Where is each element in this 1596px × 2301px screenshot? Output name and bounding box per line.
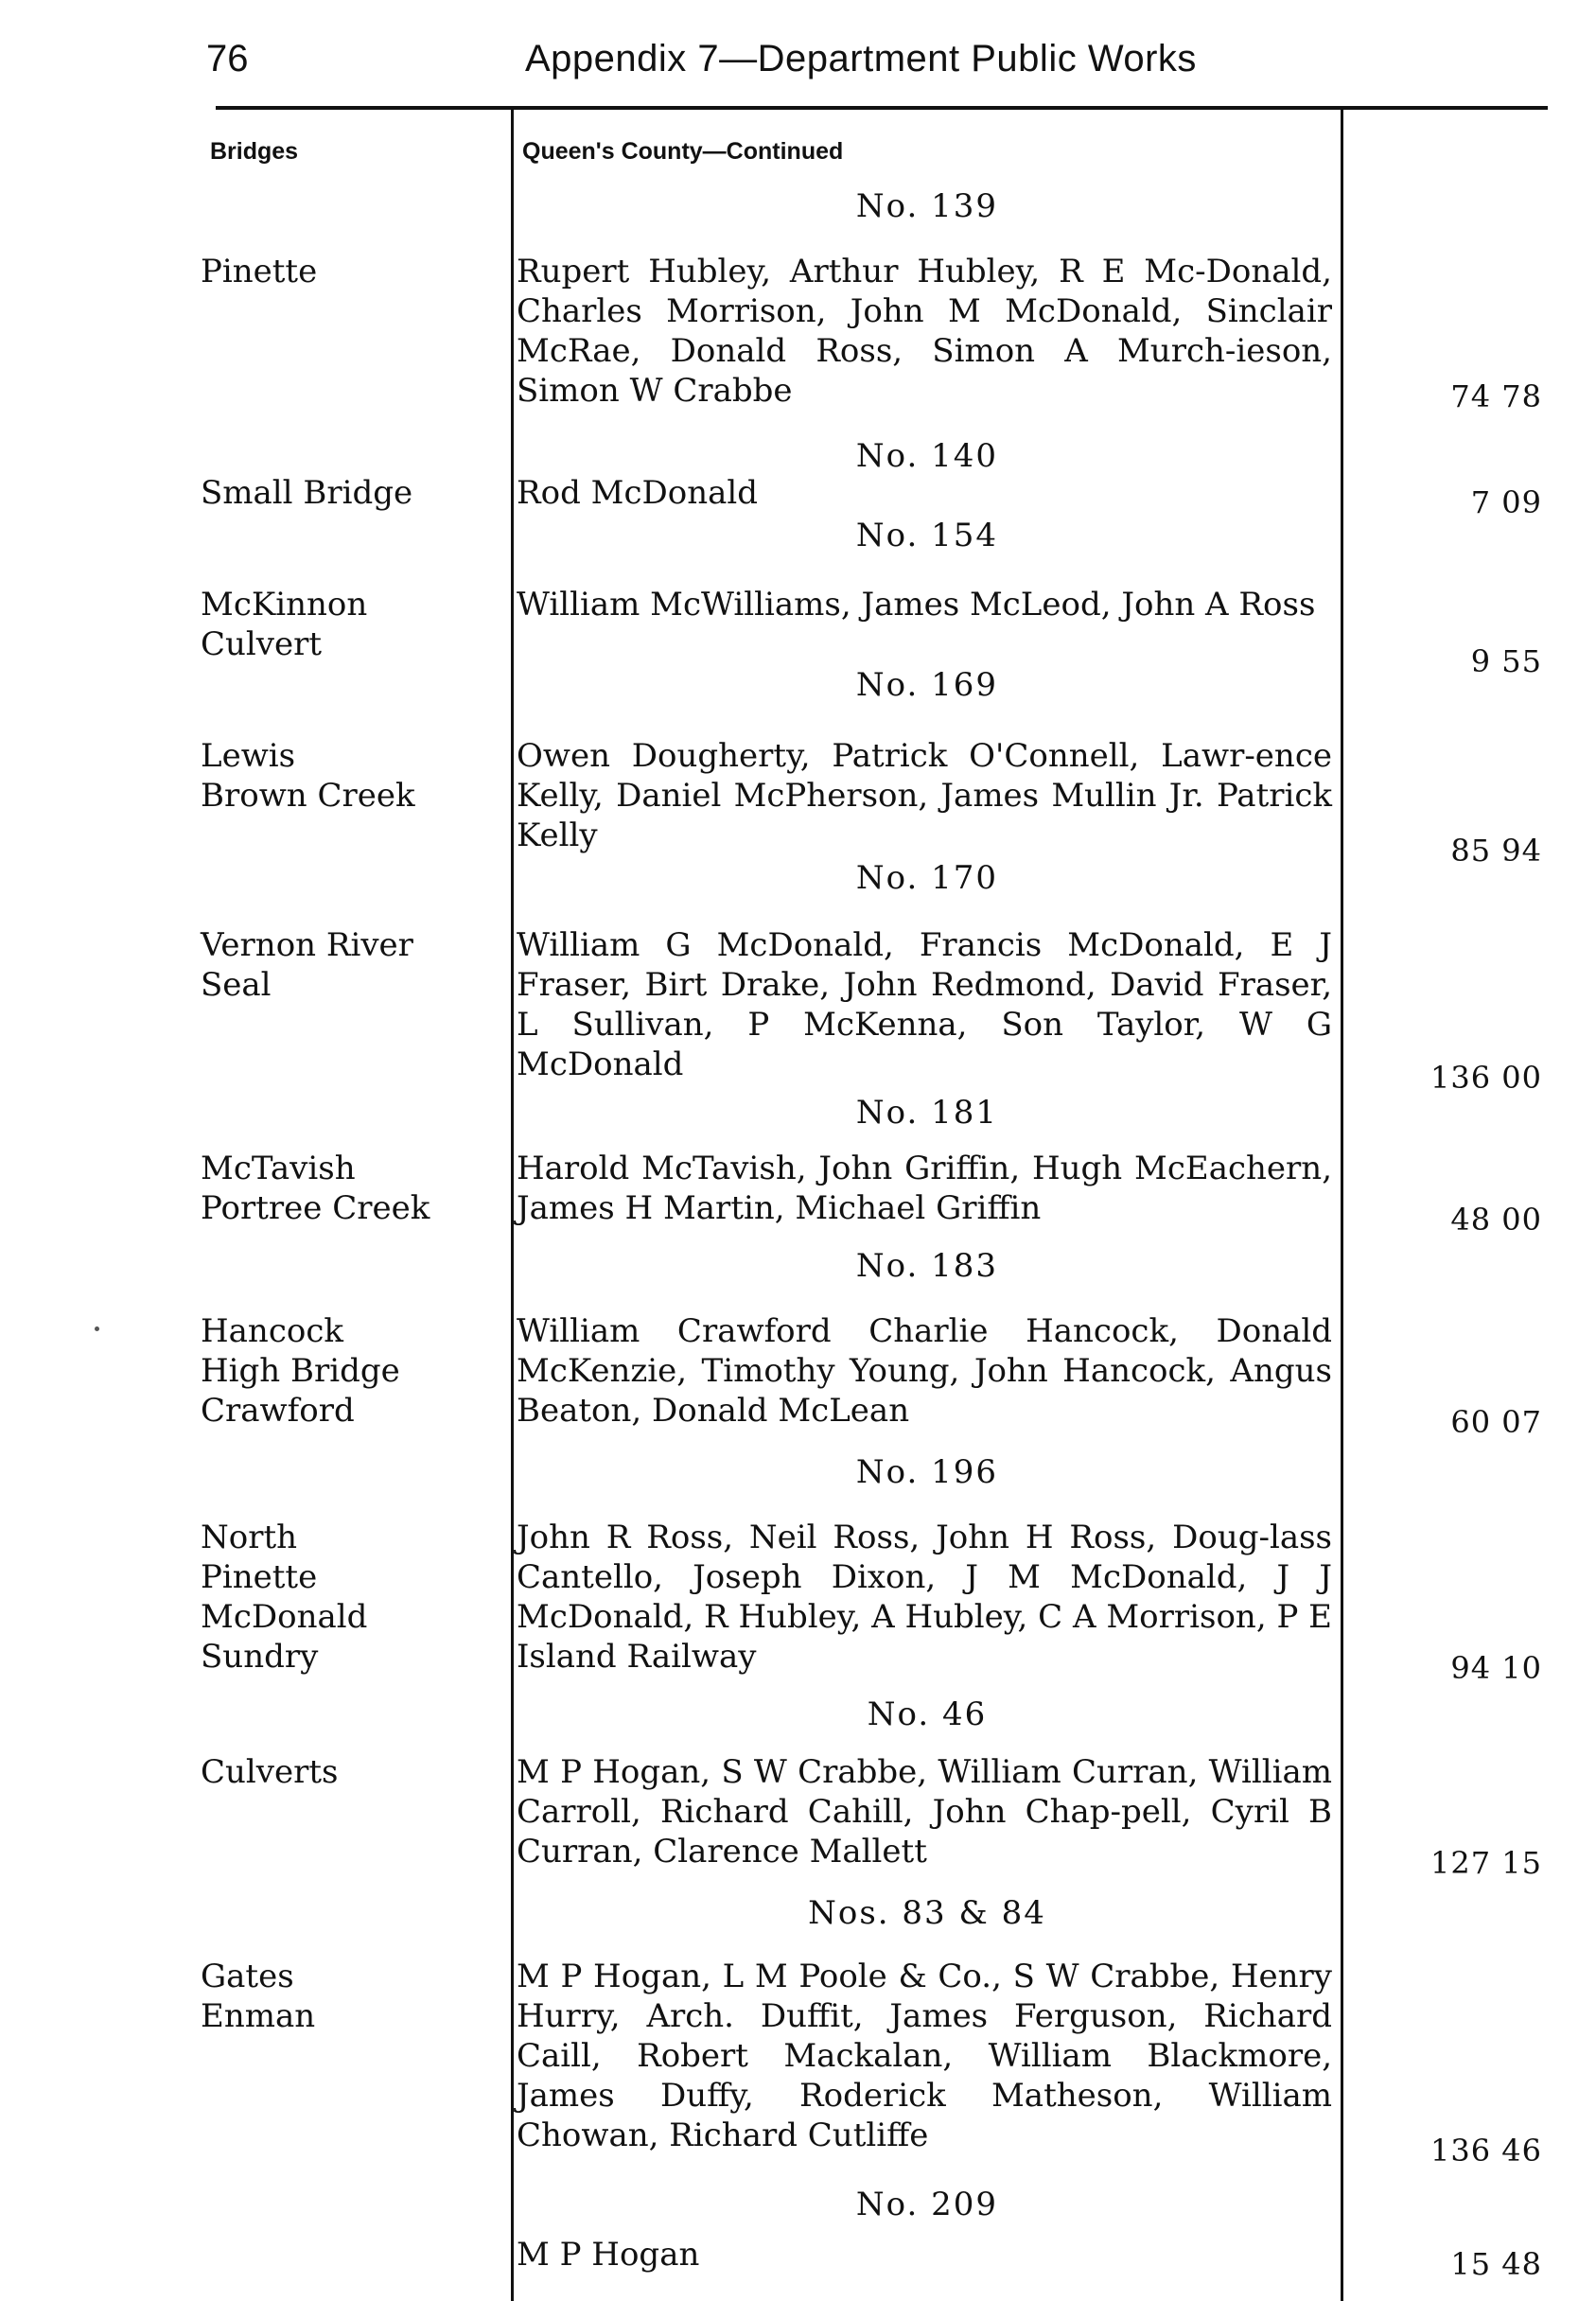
amount: 127 15	[1430, 1845, 1542, 1881]
payee-names: Rod McDonald	[517, 474, 759, 512]
amount: 74 78	[1450, 378, 1542, 414]
amount: 136 46	[1430, 2133, 1542, 2169]
amount: 60 07	[1450, 1404, 1542, 1440]
entry-number: No. 140	[855, 437, 999, 475]
county-column-header: Queen's County—Continued	[522, 138, 844, 165]
amount: 136 00	[1430, 1060, 1542, 1096]
entry-number: No. 181	[855, 1094, 999, 1132]
column-rule-left	[511, 110, 514, 2301]
bridge-name: Pinette	[201, 253, 318, 290]
amount: 7 09	[1470, 484, 1542, 520]
bridges-column-header: Bridges	[210, 138, 299, 165]
payee-names: William McWilliams, James McLeod, John A Ross	[517, 586, 1316, 624]
bridge-name: Vernon River Seal	[201, 926, 413, 1004]
payee-names: M P Hogan, L M Poole & Co., S W Crabbe, Henry Hurry, Arch. Duffit, James Ferguson, Richard Caill, Robert Mackalan, William Blackmore, James Duffy, Roderick Matheson, William Chowan, Richard Cutliffe	[517, 1958, 1332, 2154]
payee-names: John R Ross, Neil Ross, John H Ross, Doug-lass Cantello, Joseph Dixon, J M McDonald, J J McDonald, R Hubley, A Hubley, C A Morrison, P E Island Railway	[517, 1519, 1332, 1676]
payee-names: M P Hogan, S W Crabbe, William Curran, William Carroll, Richard Cahill, John Chap-pell, Cyril B Curran, Clarence Mallett	[517, 1753, 1332, 1871]
amount: 85 94	[1450, 833, 1542, 869]
entry-number: No. 170	[855, 859, 999, 897]
header-rule	[216, 106, 1548, 110]
running-head: Appendix 7—Department Public Works	[525, 38, 1197, 79]
page-number: 76	[206, 38, 249, 79]
entry-number: Nos. 83 & 84	[808, 1894, 1046, 1932]
amount: 48 00	[1450, 1202, 1542, 1238]
entry-number: No. 196	[855, 1453, 999, 1491]
entry-number: No. 139	[855, 187, 999, 225]
entry-number: No. 209	[855, 2186, 999, 2223]
entry-number: No. 154	[855, 517, 999, 554]
bridge-name: Hancock High Bridge Crawford	[201, 1312, 400, 1430]
payee-names: Rupert Hubley, Arthur Hubley, R E Mc-Donald, Charles Morrison, John M McDonald, Sinclair McRae, Donald Ross, Simon A Murch-ieson, Simon W Crabbe	[517, 253, 1332, 410]
amount: 9 55	[1470, 643, 1542, 679]
bridge-name: Small Bridge	[201, 474, 413, 512]
stray-mark	[95, 1326, 99, 1331]
bridge-name: McTavish Portree Creek	[201, 1150, 430, 1227]
column-rule-right	[1341, 110, 1343, 2301]
payee-names: Owen Dougherty, Patrick O'Connell, Lawr-ence Kelly, Daniel McPherson, James Mullin Jr. Patrick Kelly	[517, 737, 1332, 854]
entry-number: No. 169	[855, 666, 999, 704]
payee-names: M P Hogan	[517, 2236, 700, 2274]
bridge-name: North Pinette McDonald Sundry	[201, 1519, 368, 1676]
payee-names: Harold McTavish, John Griffin, Hugh McEachern, James H Martin, Michael Griffin	[517, 1150, 1332, 1227]
bridge-name: McKinnon Culvert	[201, 586, 368, 663]
amount: 15 48	[1450, 2246, 1542, 2282]
entry-number: No. 46	[867, 1695, 988, 1733]
bridge-name: Culverts	[201, 1753, 339, 1791]
entry-number: No. 183	[855, 1247, 999, 1285]
payee-names: William Crawford Charlie Hancock, Donald McKenzie, Timothy Young, John Hancock, Angus Beaton, Donald McLean	[517, 1312, 1332, 1430]
bridge-name: Lewis Brown Creek	[201, 737, 415, 815]
payee-names: William G McDonald, Francis McDonald, E J Fraser, Birt Drake, John Redmond, David Fraser, L Sullivan, P McKenna, Son Taylor, W G McDonald	[517, 926, 1332, 1083]
bridge-name: Gates Enman	[201, 1958, 316, 2035]
amount: 94 10	[1450, 1650, 1542, 1686]
